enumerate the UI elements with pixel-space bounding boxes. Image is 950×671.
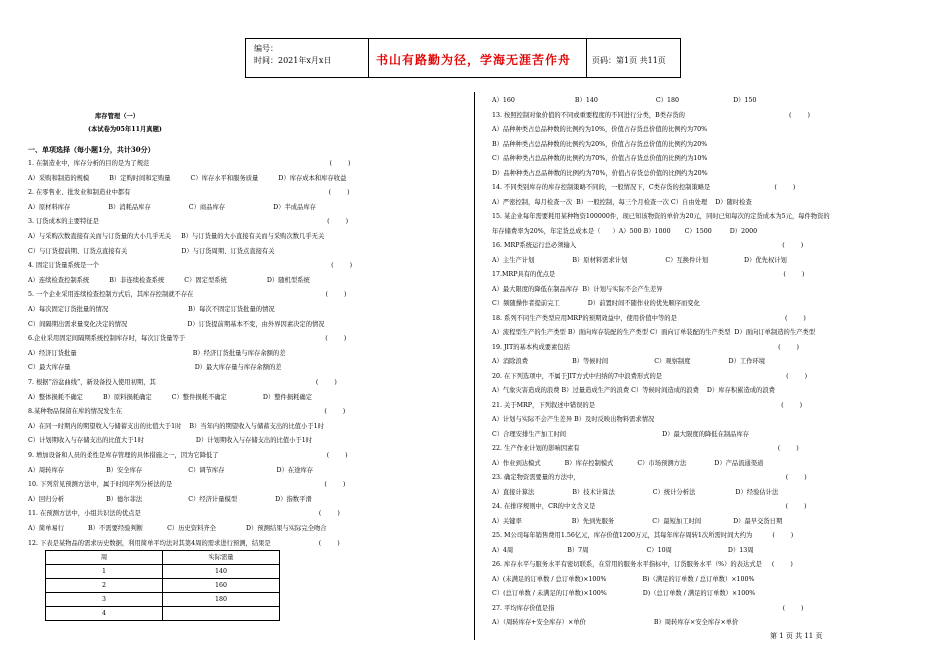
text-line: A）消除浪费 B）等候时间 C）观察制度 D）工作环境: [492, 358, 766, 365]
text-line: 7. 根据“浴盆曲线”，新设备投入使用初期，其 ( ): [28, 379, 337, 386]
table-cell: [163, 607, 280, 621]
header-left-cell: [246, 39, 369, 77]
table-row: [46, 565, 280, 579]
column-divider: [474, 92, 475, 640]
table-cell: 1: [46, 565, 163, 579]
table-row: [46, 593, 280, 607]
table-cell: 140: [163, 565, 280, 579]
text-line: 25. M公司每年销售费用1.56亿元，库存价值1200万元，其每年库存周转1次所需时间大约为 ( ): [492, 532, 794, 539]
text-line: C）品种种类占总品种数的比例约为70%，价值占存货总价值的比例约为10%: [492, 155, 708, 162]
header-page: 页码：第1页 共11页: [592, 56, 666, 65]
text-line: 14. 不同类别库存的库存控制策略不同的，一般情况下，C类存货的控制策略是 ( ): [492, 184, 796, 191]
text-line: 6.企业采用固定间隔期系统控制库存时，每次订货量等于 ( ): [28, 335, 347, 343]
text-line: 13. 按照控制对象价值的不同或重要程度的不同进行分类，B类存货的 ( ): [492, 111, 810, 119]
demand-table: [45, 550, 280, 621]
table-header-cell: 实际需量: [163, 551, 280, 565]
text-line: 26. 库存水平与服务水平有密切联系，在常用的服务水平指标中，订货服务水平（%）的表达式是 ( ): [492, 561, 793, 568]
text-line: A）严密控制，每月检查一次 B）一般控制，每三个月检查一次 C）自由处理 D）随时检查: [492, 198, 752, 206]
header-middle-cell: [368, 39, 587, 77]
text-line: 8.某种物品保留在库的情况发生在 ( ): [28, 408, 346, 416]
text-line: 21. 关于MRP，下列叙述中错误的是 ( ): [492, 401, 803, 409]
text-line: 15. 某企业每年需要耗用某种物资100000件，现已知该物资的单价为20元，同时已知每次的定货成本为5元，每件物资的: [492, 213, 830, 220]
text-line: 19. JIT的基本构成要素包括 ( ): [492, 343, 799, 351]
text-line: A）关键率 B）先到先服务 C）最短加工时间 D）最早交货日期: [492, 517, 783, 525]
text-line: A）流程型生产的生产类型 B）面向库存装配的生产类型 C）面向订单装配的生产类型 D）面向订单制造的生产类型: [492, 329, 816, 336]
text-line: 12. 下表是某物品的需求历史数据，利用简单平均法对其第4周的需求进行预测，结果是 ( ): [28, 539, 340, 547]
text-line: A）在同一时期内的期望收入与储蓄支出的比值大于1时 B）当年内的期望收入与储蓄支出的比值小于1时: [28, 422, 324, 430]
table-cell: 160: [163, 579, 280, 593]
table-cell: 180: [163, 593, 280, 607]
table-cell: 3: [46, 593, 163, 607]
text-line: C）合理安排生产加工时间 D）最大限度的降低在制品库存: [492, 430, 750, 438]
text-line: 22. 生产作业计划的影响因素有 ( ): [492, 445, 799, 452]
table-header-row: [46, 551, 280, 565]
text-line: A）经济订货批量 B）经济订货批量与库存余额的差: [28, 349, 286, 357]
text-line: A）每次固定订货批量的情况 B）每次不固定订货批量的情况: [28, 306, 275, 313]
header-motto: 书山有路勤为径，学海无涯苦作舟: [376, 53, 572, 67]
text-line: C）最大库存量 D）最大库存量与库存余额的差: [28, 364, 282, 372]
header-right-cell: [586, 39, 680, 77]
text-line: A）最大限度的降低在制品库存 B）计划与实际不会产生差异: [492, 285, 663, 293]
text-line: A）4周 B）7周 C）10周 D）13周: [492, 546, 754, 554]
text-line: 年存储费率为20%，年定货总成本是（ ）A）500 B）1000 C）1500 D）2000: [492, 227, 758, 235]
text-line: 4. 固定订货量系统是一个 ( ): [28, 262, 353, 270]
text-line: C）间隔期出需求量变化决定的情况 D）订货提前期基本不变，由外界因素决定的情况: [28, 320, 325, 328]
header-time: 时间：2021年x月x日: [254, 56, 332, 65]
section-heading: 一、单项选择（每小题1分，共计30分）: [28, 145, 155, 154]
table-header-cell: 周: [46, 551, 163, 565]
text-line: 2. 在零售业、批发业和制造业中都有 ( ): [28, 189, 350, 197]
table-cell: 4: [46, 607, 163, 621]
text-line: C）(总订单数 / 未满足的订单数)×100% D)（总订单数 / 满足的订单数）×100%: [492, 590, 756, 597]
doc-subtitle: (本试卷为05年11月真题): [88, 126, 162, 133]
text-line: A）气象灾害造成的浪费 B）过量造成生产的浪费 C）等候时间造成的浪费 D）库存积累造成的浪费: [492, 387, 775, 394]
text-line: A）回归分析 B）德尔菲法 C）经济计量模型 D）指数平滑: [28, 495, 312, 503]
text-line: 10. 下列常见预测方法中，属于时间序列分析法的是 ( ): [28, 481, 346, 489]
text-line: A）直接计算法 B）技术计算法 C）统计分析法 D）经验估计法: [492, 488, 779, 496]
text-line: 24. 在排序规则中，CR的中文含义是 ( ): [492, 503, 807, 510]
text-line: C）计划期收入与存储支出的比值大于1时 D）计划期收入与存储支出的比值小于1时: [28, 437, 313, 445]
text-line: A）连续检查控制系统 B）非连续检查系统 C）固定型系统 D）随机型系统: [28, 276, 310, 284]
text-line: 1. 在制造业中，库存分析的目的是为了规范 ( ): [28, 160, 351, 167]
text-line: 20. 在下列选项中，不属于JIT方式中归纳的7中浪费形式的是 ( ): [492, 372, 808, 380]
text-line: 11. 在预测方法中，小组共识法的优点是 ( ): [28, 510, 340, 518]
text-line: D）品种种类占总品种数的比例约为70%，价值占存货总价值的比例约为20%: [492, 169, 708, 177]
text-line: A）采购和制造的规模 B）定购时间和定购量 C）库存水平和服务质量 D）库存成本和库存收益: [28, 174, 347, 182]
text-line: A）简单易行 B）不需要经验判断 C）历史资料齐全 D）预测结果与实际完全吻合: [28, 525, 327, 532]
text-line: 9. 增加设备和人员的柔性是库存管理的具体措施之一，因为它降低了 ( ): [28, 452, 348, 459]
text-line: 23. 确定物资需要量的方法中， ( ): [492, 474, 807, 481]
text-line: C）频随操作者提前完工 D）前置时间不随作业的优先顺序而变化: [492, 300, 700, 307]
text-line: A）与采购次数直接有关而与订货量的大小几乎无关 B）与订货量的大小直接有关而与采购次数几乎无关: [28, 233, 325, 240]
text-line: A）品种种类占总品种数的比例约为10%，价值占存货总价值的比例约为70%: [492, 126, 708, 133]
text-line: A）周转库存 B）安全库存 C）调节库存 D）在途库存: [28, 466, 314, 474]
text-line: 18. 系列不同生产类型应用MRP的预期效益中，使用价值中等的是 ( ): [492, 314, 806, 322]
text-line: A）整体损耗不确定 B）原料损耗确定 C）整件损耗不确定 D）整件损耗确定: [28, 393, 313, 401]
table-row: [46, 607, 280, 621]
text-line: 27. 平均库存价值是指 ( ): [492, 604, 804, 612]
text-line: B）品种种类占总品种数的比例约为20%，价值占存货总价值的比例约为20%: [492, 140, 708, 148]
text-line: A）计划与实际不会产生差异 B）及时反映出物料需求情况: [492, 416, 655, 423]
text-line: 3. 订货成本的主要特征是 ( ): [28, 218, 349, 226]
doc-title: 库存管理（一）: [95, 113, 140, 120]
text-line: C）与订货提前期、订货点直接有关 D）与订货周期、订货点直接有关: [28, 247, 275, 255]
page-footer: 第 1 页 共 11 页: [770, 632, 823, 640]
text-line: A）（周转库存+安全库存）×单价 B）周转库存×安全库存×单价: [492, 619, 739, 626]
table-cell: 2: [46, 579, 163, 593]
text-line: 17.MRP具有的优点是 ( ): [492, 271, 805, 278]
text-line: A）主生产计划 B）原材料需求计划 C）互换件计划 D）优先权计划: [492, 256, 787, 264]
text-line: A）160 B）140 C）180 D）150: [492, 97, 757, 104]
text-line: 16. MRP系统运行总必须输入 ( ): [492, 242, 804, 249]
header-number-label: 编号：: [254, 44, 278, 53]
header-box: [245, 38, 681, 78]
text-line: A）作业到达模式 B）库存控制模式 C）市场预测方法 D）产品流通渠道: [492, 459, 764, 467]
text-line: A）原材料库存 B）消耗品库存 C）商品库存 D）半成品库存: [28, 203, 316, 211]
table-row: [46, 579, 280, 593]
text-line: 5. 一个企业采用连续检查控制方式后，其库存控制就不存在 ( ): [28, 291, 347, 299]
text-line: A）(未满足的订单数 / 总订单数)×100% B)（满足的订单数 / 总订单数）×100%: [492, 575, 755, 583]
